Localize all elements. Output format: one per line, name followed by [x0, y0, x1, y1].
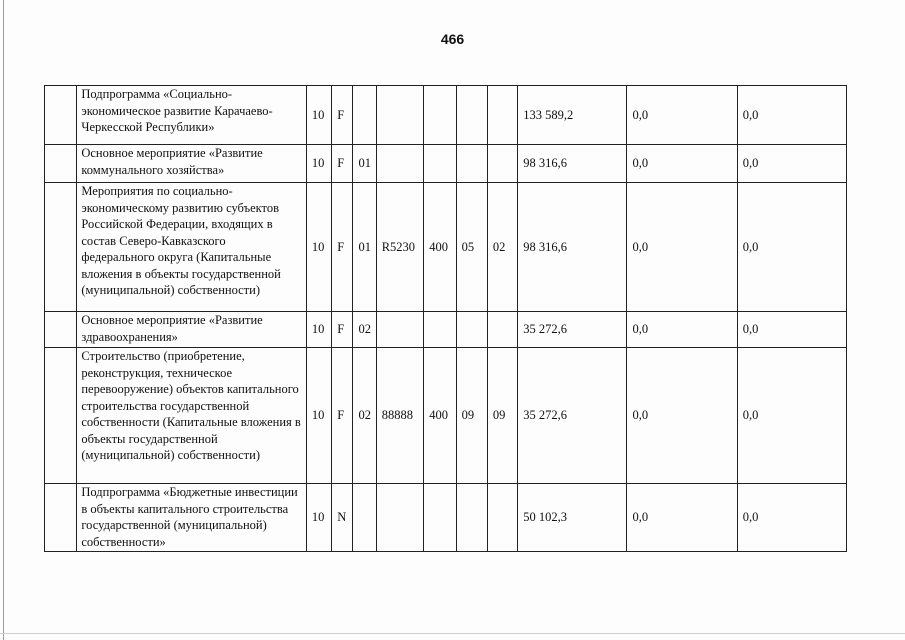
- direction-code-cell: R5230: [376, 183, 424, 312]
- section-cell: 05: [456, 183, 487, 312]
- subprogram-code-cell: F: [332, 145, 353, 183]
- amount-cell: 50 102,3: [518, 484, 627, 552]
- table-body: [45, 86, 847, 552]
- amount-cell: 35 272,6: [518, 312, 627, 348]
- amount-year3-cell: 0,0: [737, 484, 846, 552]
- amount-year3-cell: 0,0: [737, 86, 846, 145]
- scan-left-edge: [3, 0, 4, 640]
- program-code-cell: 10: [306, 348, 331, 484]
- section-cell: [456, 312, 487, 348]
- amount-year3-cell: 0,0: [737, 348, 846, 484]
- program-code-cell: 10: [306, 312, 331, 348]
- subsection-cell: 09: [487, 348, 517, 484]
- main-event-code-cell: 02: [353, 348, 376, 484]
- budget-table: [44, 85, 847, 552]
- row-name-cell: Подпрограмма «Бюджетные инвестиции в объекты капитального строительства государственной (муниципальной) собственности»: [77, 484, 307, 552]
- subsection-cell: [487, 484, 517, 552]
- amount-year2-cell: 0,0: [627, 312, 737, 348]
- program-code-cell: 10: [306, 484, 331, 552]
- amount-cell: 35 272,6: [518, 348, 627, 484]
- table-row: [45, 484, 847, 552]
- subprogram-code-cell: N: [332, 484, 353, 552]
- amount-year2-cell: 0,0: [627, 145, 737, 183]
- amount-cell: 98 316,6: [518, 145, 627, 183]
- amount-year2-cell: 0,0: [627, 86, 737, 145]
- direction-code-cell: 88888: [376, 348, 424, 484]
- main-event-code-cell: [353, 484, 376, 552]
- main-event-code-cell: [353, 86, 376, 145]
- row-number-cell: [45, 484, 77, 552]
- main-event-code-cell: 01: [353, 145, 376, 183]
- program-code-cell: 10: [306, 183, 331, 312]
- expense-type-cell: 400: [424, 183, 456, 312]
- subprogram-code-cell: F: [332, 312, 353, 348]
- subsection-cell: [487, 86, 517, 145]
- expense-type-cell: [424, 312, 456, 348]
- table-row: [45, 86, 847, 145]
- row-name-cell: Основное мероприятие «Развитие коммунального хозяйства»: [77, 145, 307, 183]
- direction-code-cell: [376, 312, 424, 348]
- amount-year2-cell: 0,0: [627, 484, 737, 552]
- amount-year2-cell: 0,0: [627, 183, 737, 312]
- expense-type-cell: 400: [424, 348, 456, 484]
- row-number-cell: [45, 145, 77, 183]
- program-code-cell: 10: [306, 145, 331, 183]
- section-cell: [456, 484, 487, 552]
- amount-year3-cell: 0,0: [737, 312, 846, 348]
- section-cell: [456, 86, 487, 145]
- section-cell: [456, 145, 487, 183]
- row-number-cell: [45, 348, 77, 484]
- main-event-code-cell: 01: [353, 183, 376, 312]
- direction-code-cell: [376, 484, 424, 552]
- amount-year3-cell: 0,0: [737, 145, 846, 183]
- row-number-cell: [45, 183, 77, 312]
- section-cell: 09: [456, 348, 487, 484]
- amount-year3-cell: 0,0: [737, 183, 846, 312]
- row-name-cell: Подпрограмма «Социально-экономическое развитие Карачаево-Черкесской Республики»: [77, 86, 307, 145]
- row-name-cell: Основное мероприятие «Развитие здравоохранения»: [77, 312, 307, 348]
- direction-code-cell: [376, 145, 424, 183]
- row-name-cell: Строительство (приобретение, реконструкция, техническое перевооружение) объектов капитального строительства государственной собственности (Капитальные вложения в объекты государственной (муниципальной) собственности): [77, 348, 307, 484]
- scan-bottom-rule: [0, 633, 905, 634]
- page-number: 466: [440, 31, 465, 47]
- subsection-cell: [487, 145, 517, 183]
- table-row: [45, 145, 847, 183]
- table-row: [45, 348, 847, 484]
- amount-cell: 98 316,6: [518, 183, 627, 312]
- expense-type-cell: [424, 145, 456, 183]
- table-row: [45, 183, 847, 312]
- subprogram-code-cell: F: [332, 183, 353, 312]
- row-name-cell: Мероприятия по социально-экономическому развитию субъектов Российской Федерации, входящих в состав Северо-Кавказского федерального округа (Капитальные вложения в объекты государственной (муниципальной) собственности): [77, 183, 307, 312]
- subprogram-code-cell: F: [332, 348, 353, 484]
- direction-code-cell: [376, 86, 424, 145]
- main-event-code-cell: 02: [353, 312, 376, 348]
- subprogram-code-cell: F: [332, 86, 353, 145]
- amount-cell: 133 589,2: [518, 86, 627, 145]
- subsection-cell: 02: [487, 183, 517, 312]
- expense-type-cell: [424, 484, 456, 552]
- amount-year2-cell: 0,0: [627, 348, 737, 484]
- subsection-cell: [487, 312, 517, 348]
- row-number-cell: [45, 312, 77, 348]
- program-code-cell: 10: [306, 86, 331, 145]
- row-number-cell: [45, 86, 77, 145]
- table-row: [45, 312, 847, 348]
- expense-type-cell: [424, 86, 456, 145]
